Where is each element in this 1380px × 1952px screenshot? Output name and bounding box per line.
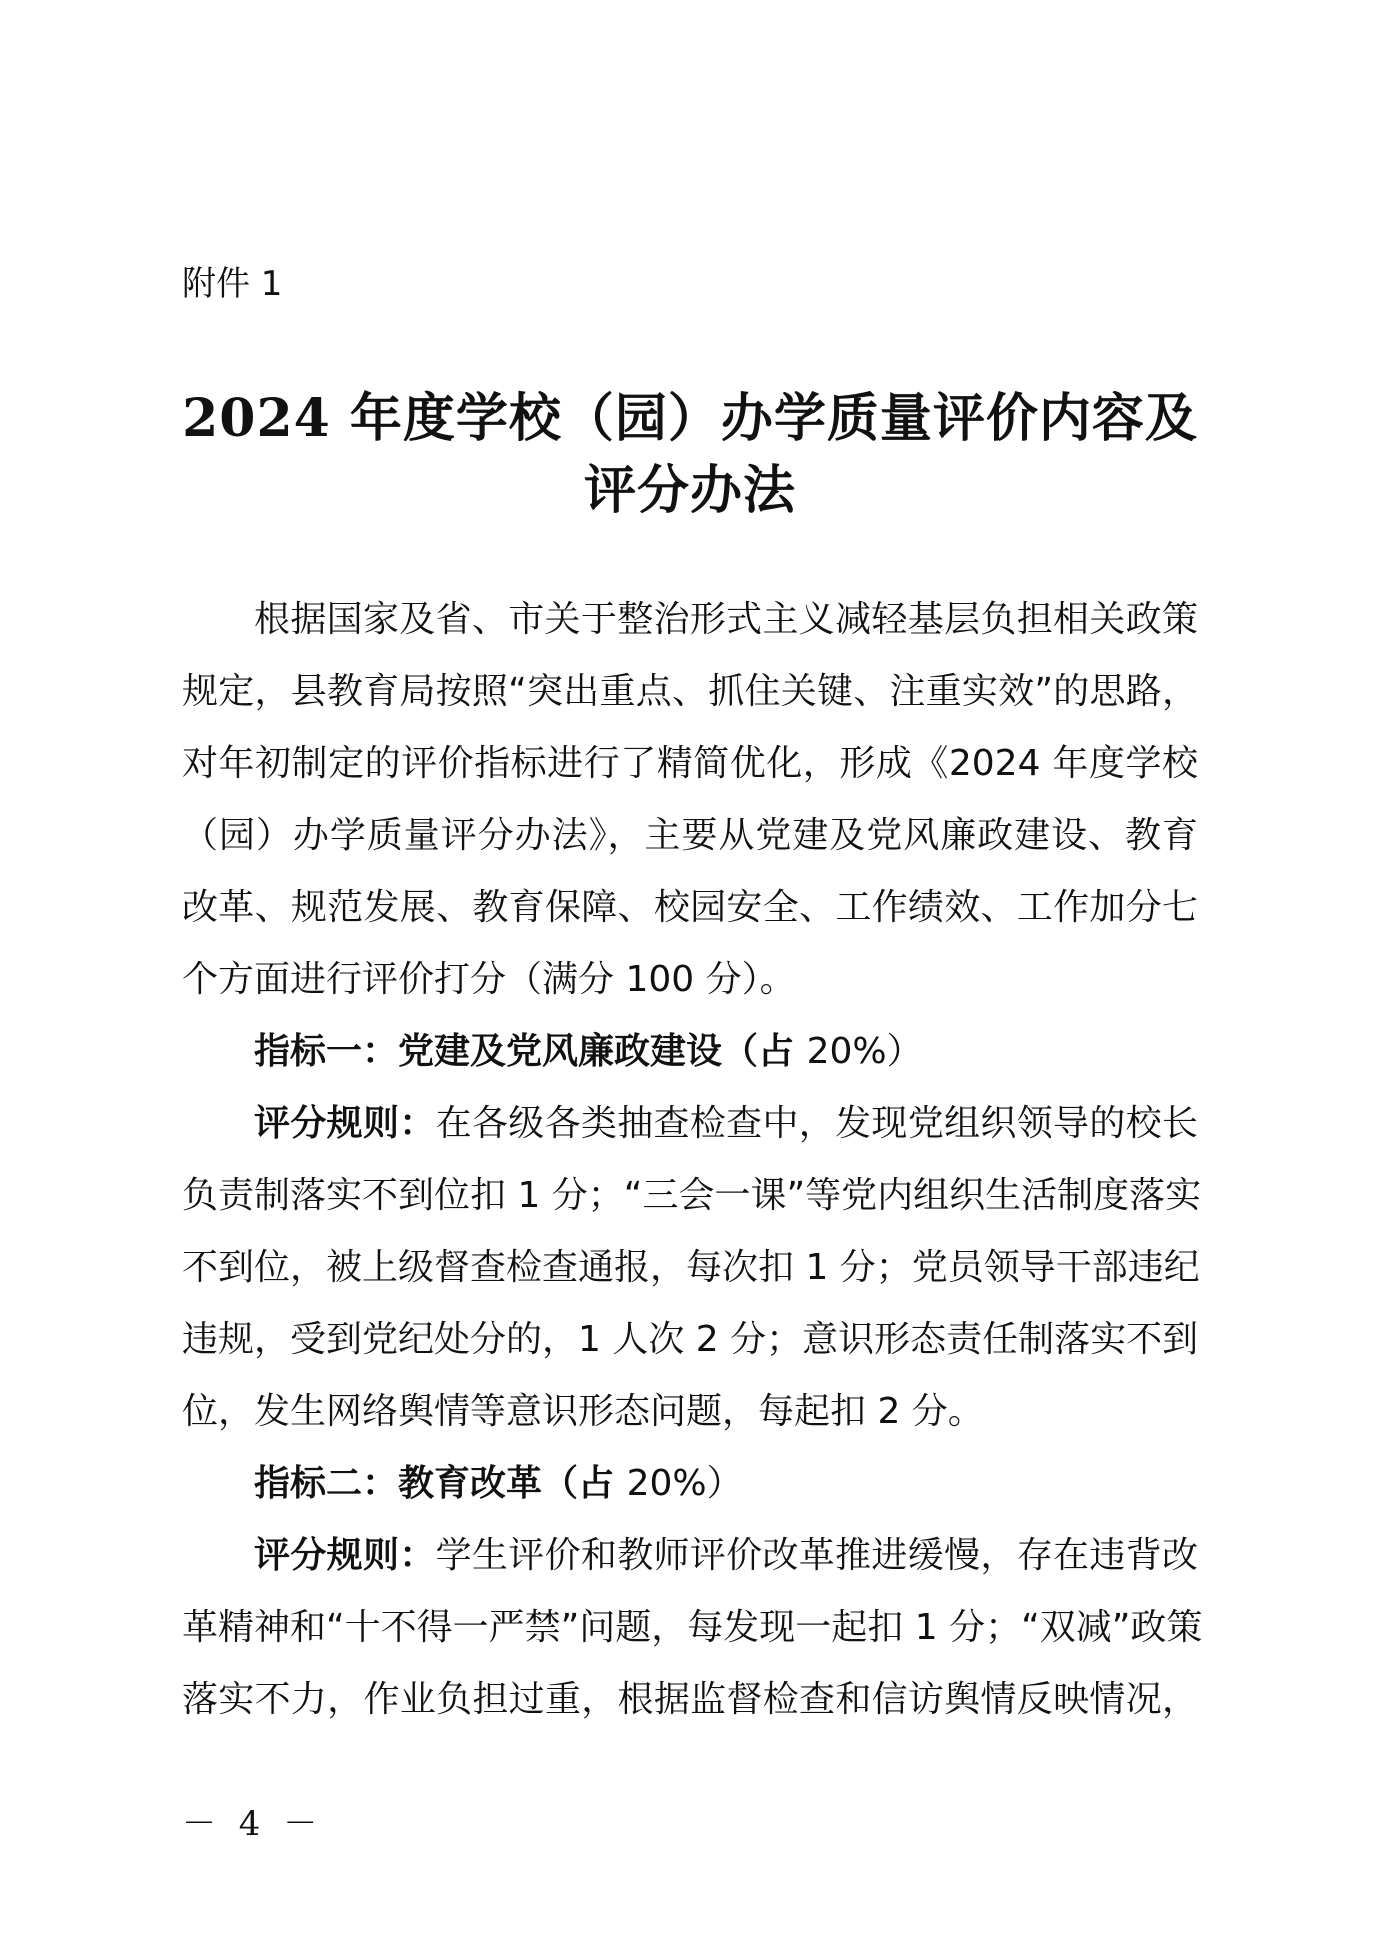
indicator-2-rule-label: 评分规则： xyxy=(254,1535,436,1576)
indicator-1-rule-text: 在各级各类抽查检查中，发现党组织领导的校长 xyxy=(435,1103,1198,1144)
indicator-2-heading-text: 指标二：教育改革（占 xyxy=(254,1463,615,1504)
indicator-2-rule-line: 落实不力，作业负担过重，根据监督检查和信访舆情反映情况， xyxy=(182,1679,1198,1720)
indicator-2-rule-text: 学生评价和教师评价改革推进缓慢，存在违背改 xyxy=(435,1535,1198,1576)
indicator-2-heading xyxy=(254,1460,743,1508)
document-title-line-1: 2024 年度学校（园）办学质量评价内容及 xyxy=(182,388,1198,449)
indicator-1-rule-line: 违规，受到党纪处分的，1 人次 2 分；意识形态责任制落实不到 xyxy=(182,1319,1199,1360)
intro-line: 规定，县教育局按照“突出重点、抓住关键、注重实效”的思路， xyxy=(182,671,1198,712)
intro-line: 改革、规范发展、教育保障、校园安全、工作绩效、工作加分七 xyxy=(182,887,1198,928)
indicator-1-rule-line: 负责制落实不到位扣 1 分；“三会一课”等党内组织生活制度落实 xyxy=(182,1175,1202,1216)
intro-line: （园）办学质量评分办法》，主要从党建及党风廉政建设、教育 xyxy=(182,815,1198,856)
indicator-1-rule-line xyxy=(254,1100,1198,1148)
page-number: － 4 － xyxy=(182,1804,324,1844)
document-title-line-2: 评分办法 xyxy=(583,460,796,521)
indicator-1-heading-text: 指标一：党建及党风廉政建设（占 xyxy=(254,1031,795,1072)
attachment-label: 附件 1 xyxy=(182,264,283,304)
intro-line: 根据国家及省、市关于整治形式主义减轻基层负担相关政策 xyxy=(254,599,1198,640)
indicator-1-rule-line: 位，发生网络舆情等意识形态问题，每起扣 2 分。 xyxy=(182,1391,984,1432)
indicator-2-percent: 20%） xyxy=(626,1463,743,1504)
indicator-1-rule-label: 评分规则： xyxy=(254,1103,436,1144)
indicator-1-rule-line: 不到位，被上级督查检查通报，每次扣 1 分；党员领导干部违纪 xyxy=(182,1247,1200,1288)
indicator-1-heading xyxy=(254,1028,923,1076)
indicator-2-rule-line xyxy=(254,1532,1198,1580)
intro-line: 个方面进行评价打分（满分 100 分）。 xyxy=(182,959,796,1000)
intro-line: 对年初制定的评价指标进行了精简优化，形成《2024 年度学校 xyxy=(182,743,1198,784)
indicator-2-rule-line: 革精神和“十不得一严禁”问题，每发现一起扣 1 分；“双减”政策 xyxy=(182,1607,1203,1648)
indicator-1-percent: 20%） xyxy=(806,1031,923,1072)
